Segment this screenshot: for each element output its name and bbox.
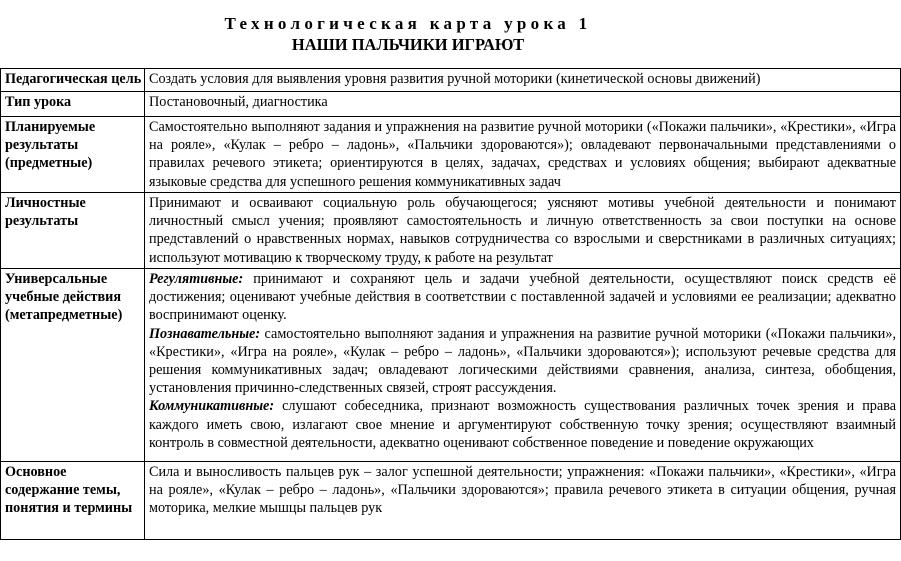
row-text-uud: [145, 269, 901, 462]
table-row: [1, 117, 901, 193]
row-text-personal-results: Принимают и осваивают социальную роль обучающегося; уясняют мотивы учебной деятельности и понимают личностный смысл учения; проявляют самостоятельность и личную ответственность за свои поступки на основе представлений о нравственных нормах, навыков сотрудничества со взрослыми и сверстниками в различных ситуациях; используют мотивацию к творческому труду, к работе на результат: [145, 193, 901, 269]
cognitive-label: Познавательные:: [149, 325, 261, 342]
row-text-goal: Создать условия для выявления уровня развития ручной моторики (кинетической основы движений): [145, 69, 901, 92]
table-row: [1, 193, 901, 269]
row-text-content: Сила и выносливость пальцев рук – залог успешной деятельности; упражнения: «Покажи пальчики», «Крестики», «Игра на рояле», «Кулак – ребро – ладонь», «Пальчики здороваются»; правила речевого этикета в ситуации общения, ручная моторика, мелкие мышцы пальцев рук: [145, 462, 901, 540]
document-header: [0, 14, 816, 55]
table-row: [1, 92, 901, 117]
lesson-table: [0, 68, 901, 540]
row-label-goal: Педагогическая цель: [1, 69, 145, 92]
row-label-subject-results: Планируемые результаты (предметные): [1, 117, 145, 193]
row-label-type: Тип урока: [1, 92, 145, 117]
lesson-title: НАШИ ПАЛЬЧИКИ ИГРАЮТ: [291, 35, 525, 54]
regulative-label: Регулятивные:: [149, 271, 244, 287]
row-label-uud: Универсальные учебные действия (метапредметные): [1, 269, 145, 462]
row-text-subject-results: Самостоятельно выполняют задания и упражнения на развитие ручной моторики («Покажи пальчики», «Крестики», «Игра на рояле», «Кулак – ребро – ладонь», «Пальчики здороваются»); овладевают первоначальными представлениями о правилах речевого этикета; ориентируются в целях, задачах, средствах и условиях общения; выбирают адекватные языковые средства для успешного решения коммуникативных задач: [145, 117, 901, 193]
table-row: [1, 462, 901, 540]
communicative-label: Коммуникативные:: [149, 398, 275, 415]
cognitive-text: самостоятельно выполняют задания и упражнения на развитие ручной моторики («Покажи пальчики», «Крестики», «Игра на рояле», «Кулак – ребро – ладонь», «Пальчики здороваются»); используют речевые средства для решения коммуникативных задач; овладевают логическими действиями сравнения, анализа, синтеза, обобщения, установления причинно-следственных связей, строят рассуждения.: [149, 325, 896, 397]
table-row: [1, 69, 901, 92]
row-text-type: Постановочный, диагностика: [145, 92, 901, 117]
communicative-text: слушают собеседника, признают возможность существования различных точек зрения и права каждого иметь свою, излагают свое мнение и аргументируют собственную точку зрения; осуществляют взаимный контроль в совместной деятельности, адекватно оценивают собственное поведение и поведение окружающих: [149, 398, 897, 451]
table-row: [1, 269, 901, 462]
regulative-text: принимают и сохраняют цель и задачи учебной деятельности, осуществляют поиск средств её достижения; оценивают учебные действия в соответствии с поставленной задачей и условиями ее реализации; адекватно воспринимают оценку.: [149, 271, 896, 324]
document-title: Технологическая карта урока 1: [224, 14, 592, 33]
row-label-personal-results: Личностные результаты: [1, 193, 145, 269]
lesson-table-container: [0, 68, 897, 550]
row-label-content: Основное содержание темы, понятия и термины: [1, 462, 145, 540]
